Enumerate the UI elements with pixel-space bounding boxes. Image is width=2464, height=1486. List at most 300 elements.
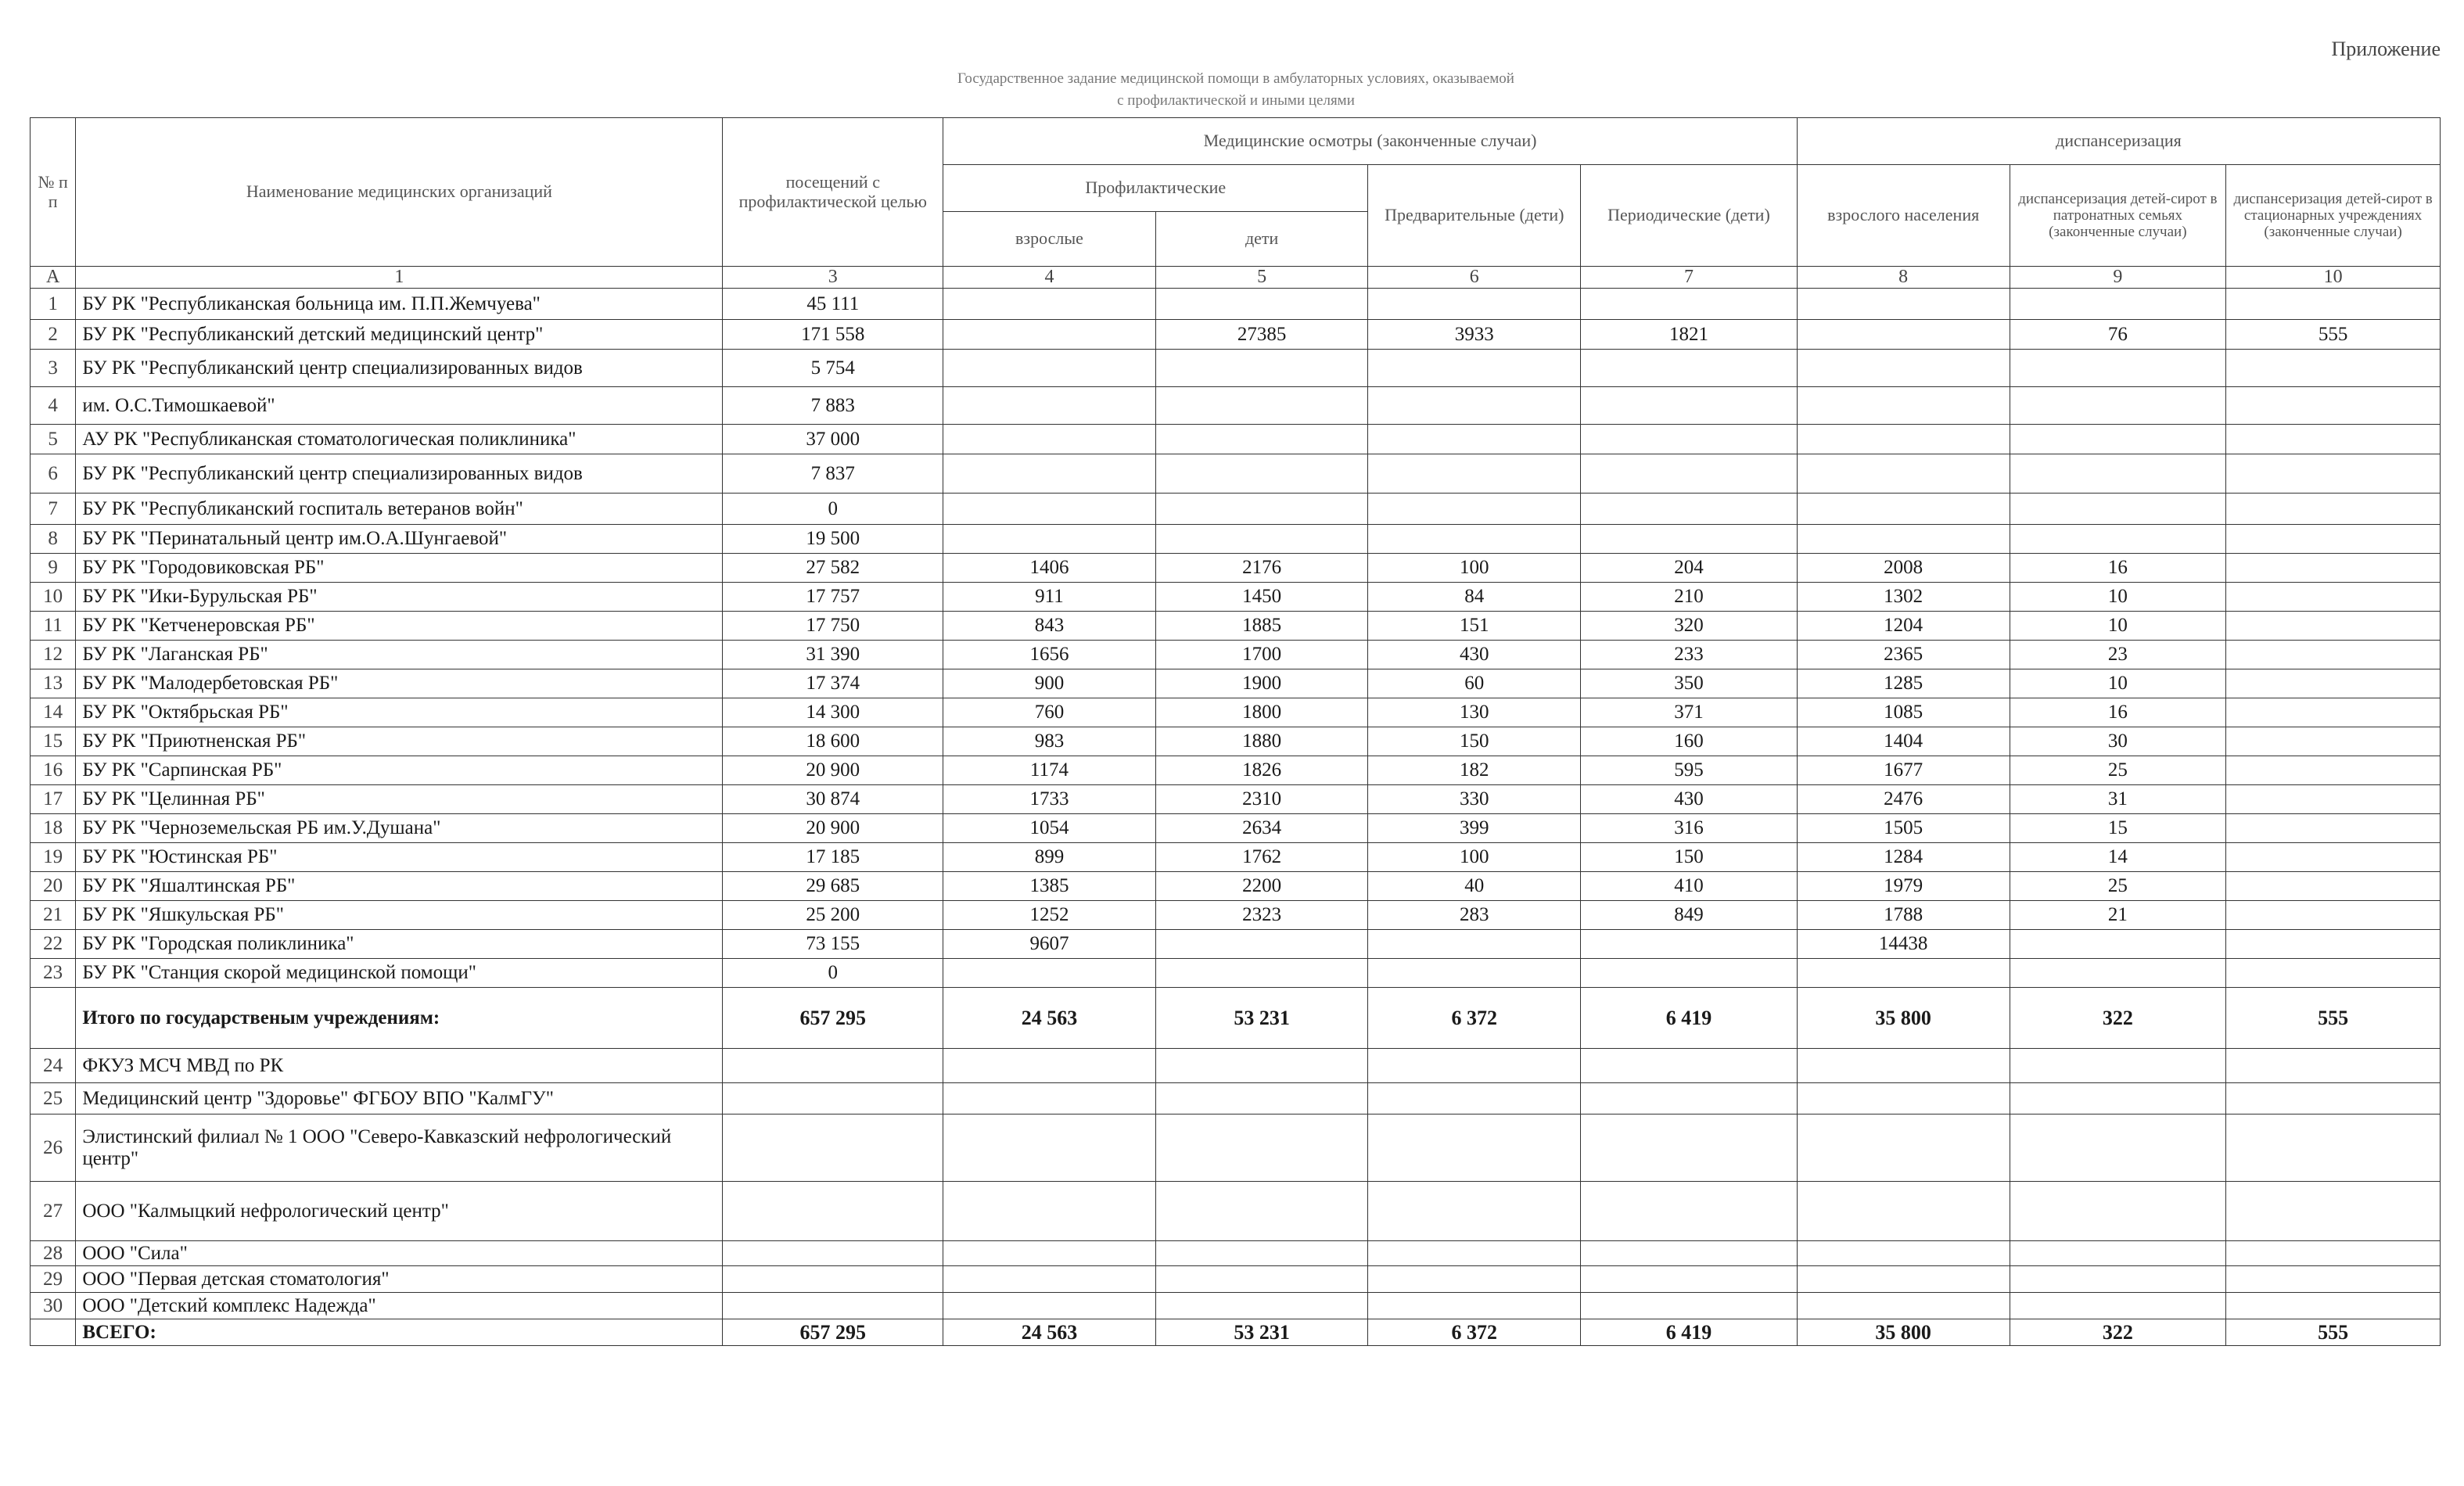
value-cell: 320 <box>1581 612 1798 641</box>
value-cell: 1900 <box>1155 669 1368 698</box>
header-adults: взрослые <box>943 212 1156 267</box>
value-cell <box>2226 525 2441 554</box>
value-cell <box>943 1049 1156 1083</box>
value-cell: 1656 <box>943 641 1156 669</box>
row-number: 5 <box>31 425 76 454</box>
value-cell <box>2226 698 2441 727</box>
value-cell: 20 900 <box>723 814 943 843</box>
value-cell: 7 837 <box>723 454 943 494</box>
value-cell <box>1797 1083 2010 1114</box>
value-cell: 150 <box>1368 727 1581 756</box>
value-cell <box>1797 959 2010 988</box>
value-cell: 1821 <box>1581 320 1798 350</box>
value-cell <box>2226 756 2441 785</box>
value-cell <box>1581 959 1798 988</box>
row-number: 10 <box>31 583 76 612</box>
organization-name: БУ РК "Малодербетовская РБ" <box>76 669 723 698</box>
value-cell <box>1155 930 1368 959</box>
value-cell: 0 <box>723 959 943 988</box>
value-cell <box>2226 814 2441 843</box>
appendix-label: Приложение <box>2331 38 2441 60</box>
value-cell: 7 883 <box>723 387 943 425</box>
organization-name: им. О.С.Тимошкаевой" <box>76 387 723 425</box>
value-cell: 900 <box>943 669 1156 698</box>
row-number: 22 <box>31 930 76 959</box>
organization-name: Элистинский филиал № 1 ООО "Северо-Кавказский нефрологический центр" <box>76 1114 723 1182</box>
header-orphans-inpatient: диспансеризация детей-сирот в стационарных учреждениях (законченные случаи) <box>2226 165 2441 267</box>
table-row <box>31 988 2441 1049</box>
column-index-cell: 4 <box>943 267 1156 289</box>
value-cell: 15 <box>2010 814 2226 843</box>
value-cell: 5 754 <box>723 350 943 387</box>
row-number: 24 <box>31 1049 76 1083</box>
value-cell: 760 <box>943 698 1156 727</box>
value-cell: 10 <box>2010 669 2226 698</box>
row-number: 6 <box>31 454 76 494</box>
value-cell <box>1581 387 1798 425</box>
header-preventive: Профилактические <box>943 165 1368 212</box>
value-cell <box>1368 289 1581 320</box>
value-cell: 210 <box>1581 583 1798 612</box>
value-cell <box>1368 425 1581 454</box>
value-cell: 204 <box>1581 554 1798 583</box>
organization-name: БУ РК "Ики-Бурульская РБ" <box>76 583 723 612</box>
value-cell <box>943 1293 1156 1319</box>
value-cell <box>2010 1293 2226 1319</box>
value-cell: 37 000 <box>723 425 943 454</box>
value-cell: 25 200 <box>723 901 943 930</box>
organization-name: БУ РК "Целинная РБ" <box>76 785 723 814</box>
table-row <box>31 669 2441 698</box>
value-cell: 911 <box>943 583 1156 612</box>
value-cell: 1826 <box>1155 756 1368 785</box>
table-row <box>31 525 2441 554</box>
organization-name: БУ РК "Перинатальный центр им.О.А.Шунгаевой" <box>76 525 723 554</box>
value-cell <box>2226 1293 2441 1319</box>
value-cell: 25 <box>2010 756 2226 785</box>
value-cell <box>723 1241 943 1266</box>
row-number: 8 <box>31 525 76 554</box>
value-cell: 14 <box>2010 843 2226 872</box>
header-orphans-family: диспансеризация детей-сирот в патронатных семьях (законченные случаи) <box>2010 165 2226 267</box>
header-adult-population: взрослого населения <box>1797 165 2010 267</box>
table-row <box>31 554 2441 583</box>
table-row <box>31 425 2441 454</box>
value-cell <box>2010 1114 2226 1182</box>
row-number: 11 <box>31 612 76 641</box>
value-cell <box>1368 1114 1581 1182</box>
table-row <box>31 1083 2441 1114</box>
table-row <box>31 1319 2441 1346</box>
value-cell: 6 419 <box>1581 988 1798 1049</box>
value-cell: 1302 <box>1797 583 2010 612</box>
value-cell <box>1155 1241 1368 1266</box>
table-row <box>31 698 2441 727</box>
value-cell: 17 750 <box>723 612 943 641</box>
table-row <box>31 350 2441 387</box>
table-row <box>31 727 2441 756</box>
value-cell: 31 <box>2010 785 2226 814</box>
table-row <box>31 901 2441 930</box>
row-number: 28 <box>31 1241 76 1266</box>
organization-name: БУ РК "Яшалтинская РБ" <box>76 872 723 901</box>
organization-name: АУ РК "Республиканская стоматологическая поликлиника" <box>76 425 723 454</box>
organization-name: ООО "Детский комплекс Надежда" <box>76 1293 723 1319</box>
value-cell <box>1797 1182 2010 1241</box>
value-cell: 3933 <box>1368 320 1581 350</box>
value-cell <box>1797 494 2010 525</box>
value-cell: 10 <box>2010 583 2226 612</box>
value-cell <box>1155 289 1368 320</box>
value-cell <box>723 1182 943 1241</box>
value-cell <box>2226 612 2441 641</box>
value-cell <box>1368 350 1581 387</box>
column-index-cell: 3 <box>723 267 943 289</box>
value-cell: 371 <box>1581 698 1798 727</box>
value-cell <box>2226 454 2441 494</box>
value-cell <box>1797 1241 2010 1266</box>
row-number: 17 <box>31 785 76 814</box>
value-cell <box>1581 1083 1798 1114</box>
table-row <box>31 959 2441 988</box>
value-cell: 100 <box>1368 843 1581 872</box>
row-number: 2 <box>31 320 76 350</box>
row-number: 13 <box>31 669 76 698</box>
value-cell <box>1368 1182 1581 1241</box>
table-row <box>31 612 2441 641</box>
value-cell <box>2010 525 2226 554</box>
value-cell: 843 <box>943 612 1156 641</box>
value-cell <box>1155 387 1368 425</box>
value-cell: 23 <box>2010 641 2226 669</box>
organization-name: Медицинский центр "Здоровье" ФГБОУ ВПО "КалмГУ" <box>76 1083 723 1114</box>
row-number: 26 <box>31 1114 76 1182</box>
value-cell <box>1368 494 1581 525</box>
organization-name: БУ РК "Октябрьская РБ" <box>76 698 723 727</box>
value-cell <box>1797 1293 2010 1319</box>
value-cell: 20 900 <box>723 756 943 785</box>
value-cell: 555 <box>2226 988 2441 1049</box>
value-cell: 555 <box>2226 1319 2441 1346</box>
value-cell: 9607 <box>943 930 1156 959</box>
value-cell <box>2226 1083 2441 1114</box>
value-cell: 45 111 <box>723 289 943 320</box>
value-cell: 1880 <box>1155 727 1368 756</box>
value-cell <box>2226 959 2441 988</box>
value-cell <box>2226 1266 2441 1293</box>
column-index-row <box>31 267 2441 289</box>
organization-name: БУ РК "Республиканская больница им. П.П.Жемчуева" <box>76 289 723 320</box>
value-cell: 182 <box>1368 756 1581 785</box>
row-number: 23 <box>31 959 76 988</box>
value-cell: 849 <box>1581 901 1798 930</box>
value-cell: 1174 <box>943 756 1156 785</box>
value-cell <box>2226 930 2441 959</box>
header-medical-exams: Медицинские осмотры (законченные случаи) <box>943 118 1798 165</box>
value-cell: 31 390 <box>723 641 943 669</box>
value-cell <box>943 289 1156 320</box>
value-cell: 283 <box>1368 901 1581 930</box>
table-row <box>31 494 2441 525</box>
value-cell <box>943 1083 1156 1114</box>
value-cell <box>943 454 1156 494</box>
value-cell: 151 <box>1368 612 1581 641</box>
value-cell: 1285 <box>1797 669 2010 698</box>
value-cell: 84 <box>1368 583 1581 612</box>
value-cell <box>2226 1049 2441 1083</box>
value-cell <box>723 1266 943 1293</box>
value-cell: 17 757 <box>723 583 943 612</box>
row-number <box>31 1319 76 1346</box>
value-cell: 1450 <box>1155 583 1368 612</box>
value-cell <box>1581 454 1798 494</box>
table-row <box>31 387 2441 425</box>
value-cell <box>1155 1293 1368 1319</box>
organization-name: БУ РК "Сарпинская РБ" <box>76 756 723 785</box>
value-cell <box>2226 785 2441 814</box>
value-cell <box>2010 930 2226 959</box>
value-cell <box>1797 1049 2010 1083</box>
column-index-cell: 6 <box>1368 267 1581 289</box>
row-number: 12 <box>31 641 76 669</box>
value-cell: 1054 <box>943 814 1156 843</box>
value-cell: 322 <box>2010 988 2226 1049</box>
header-name: Наименование медицинских организаций <box>76 118 723 267</box>
value-cell: 410 <box>1581 872 1798 901</box>
value-cell <box>2226 425 2441 454</box>
value-cell <box>723 1293 943 1319</box>
value-cell <box>943 959 1156 988</box>
value-cell <box>1581 525 1798 554</box>
value-cell: 160 <box>1581 727 1798 756</box>
value-cell <box>1155 494 1368 525</box>
value-cell <box>2010 387 2226 425</box>
value-cell <box>2010 959 2226 988</box>
table-row <box>31 641 2441 669</box>
header-preliminary: Предварительные (дети) <box>1368 165 1581 267</box>
value-cell <box>1368 1293 1581 1319</box>
value-cell: 130 <box>1368 698 1581 727</box>
organization-name: ФКУЗ МСЧ МВД по РК <box>76 1049 723 1083</box>
value-cell <box>2010 1182 2226 1241</box>
organization-name: ООО "Первая детская стоматология" <box>76 1266 723 1293</box>
value-cell <box>1581 1049 1798 1083</box>
value-cell: 35 800 <box>1797 988 2010 1049</box>
value-cell <box>1155 454 1368 494</box>
organization-name: БУ РК "Приютненская РБ" <box>76 727 723 756</box>
row-number: 14 <box>31 698 76 727</box>
row-number: 1 <box>31 289 76 320</box>
value-cell <box>943 1241 1156 1266</box>
value-cell <box>1581 1241 1798 1266</box>
value-cell: 30 <box>2010 727 2226 756</box>
value-cell: 1677 <box>1797 756 2010 785</box>
value-cell: 53 231 <box>1155 988 1368 1049</box>
value-cell: 595 <box>1581 756 1798 785</box>
value-cell: 899 <box>943 843 1156 872</box>
value-cell <box>1797 1114 2010 1182</box>
value-cell: 60 <box>1368 669 1581 698</box>
row-number: 7 <box>31 494 76 525</box>
row-number: 21 <box>31 901 76 930</box>
organization-name: БУ РК "Городская поликлиника" <box>76 930 723 959</box>
value-cell: 16 <box>2010 554 2226 583</box>
value-cell <box>1581 1266 1798 1293</box>
value-cell: 1979 <box>1797 872 2010 901</box>
value-cell: 1762 <box>1155 843 1368 872</box>
value-cell: 1505 <box>1797 814 2010 843</box>
value-cell <box>2226 641 2441 669</box>
table-row <box>31 1241 2441 1266</box>
organization-name: БУ РК "Республиканский центр специализированных видов <box>76 350 723 387</box>
value-cell: 1385 <box>943 872 1156 901</box>
value-cell <box>2226 554 2441 583</box>
value-cell: 25 <box>2010 872 2226 901</box>
organization-name: ВСЕГО: <box>76 1319 723 1346</box>
value-cell <box>1368 1049 1581 1083</box>
value-cell <box>1581 350 1798 387</box>
value-cell: 657 295 <box>723 988 943 1049</box>
value-cell: 21 <box>2010 901 2226 930</box>
table-row <box>31 843 2441 872</box>
value-cell <box>1368 525 1581 554</box>
value-cell: 6 372 <box>1368 988 1581 1049</box>
table-row <box>31 814 2441 843</box>
value-cell: 0 <box>723 494 943 525</box>
organization-name: БУ РК "Юстинская РБ" <box>76 843 723 872</box>
value-cell <box>2010 1241 2226 1266</box>
value-cell: 2323 <box>1155 901 1368 930</box>
table-row <box>31 1182 2441 1241</box>
value-cell <box>1368 930 1581 959</box>
value-cell <box>2010 1266 2226 1293</box>
value-cell: 16 <box>2010 698 2226 727</box>
value-cell <box>1797 350 2010 387</box>
value-cell <box>2226 289 2441 320</box>
value-cell: 6 372 <box>1368 1319 1581 1346</box>
value-cell: 30 874 <box>723 785 943 814</box>
value-cell <box>1581 1114 1798 1182</box>
value-cell: 40 <box>1368 872 1581 901</box>
value-cell <box>1797 525 2010 554</box>
value-cell: 73 155 <box>723 930 943 959</box>
value-cell: 1885 <box>1155 612 1368 641</box>
value-cell: 330 <box>1368 785 1581 814</box>
value-cell <box>2226 1182 2441 1241</box>
value-cell: 6 419 <box>1581 1319 1798 1346</box>
value-cell: 350 <box>1581 669 1798 698</box>
value-cell: 1700 <box>1155 641 1368 669</box>
value-cell <box>1581 1293 1798 1319</box>
row-number: 3 <box>31 350 76 387</box>
value-cell: 2634 <box>1155 814 1368 843</box>
value-cell <box>1797 1266 2010 1293</box>
value-cell <box>943 425 1156 454</box>
header-row <box>31 118 2441 165</box>
value-cell <box>1797 387 2010 425</box>
value-cell: 171 558 <box>723 320 943 350</box>
value-cell: 233 <box>1581 641 1798 669</box>
value-cell <box>2010 454 2226 494</box>
row-number: 15 <box>31 727 76 756</box>
value-cell <box>1581 425 1798 454</box>
row-number: 27 <box>31 1182 76 1241</box>
value-cell <box>1155 350 1368 387</box>
value-cell: 1085 <box>1797 698 2010 727</box>
value-cell <box>1155 959 1368 988</box>
table-row <box>31 872 2441 901</box>
header-children: дети <box>1155 212 1368 267</box>
value-cell <box>943 1266 1156 1293</box>
table-row <box>31 1114 2441 1182</box>
value-cell: 2176 <box>1155 554 1368 583</box>
organization-name: ООО "Сила" <box>76 1241 723 1266</box>
table-row <box>31 1266 2441 1293</box>
row-number: 20 <box>31 872 76 901</box>
row-number: 9 <box>31 554 76 583</box>
value-cell: 14 300 <box>723 698 943 727</box>
value-cell <box>1581 289 1798 320</box>
value-cell <box>1797 425 2010 454</box>
organization-name: БУ РК "Черноземельская РБ им.У.Душана" <box>76 814 723 843</box>
row-number: 16 <box>31 756 76 785</box>
header-dispensary: диспансеризация <box>1797 118 2440 165</box>
header-visits: посещений с профилактической целью <box>723 118 943 267</box>
value-cell <box>943 387 1156 425</box>
value-cell <box>2010 1083 2226 1114</box>
value-cell: 14438 <box>1797 930 2010 959</box>
row-number: 19 <box>31 843 76 872</box>
table-row <box>31 756 2441 785</box>
value-cell: 24 563 <box>943 988 1156 1049</box>
value-cell: 322 <box>2010 1319 2226 1346</box>
column-index-cell: 10 <box>2226 267 2441 289</box>
value-cell <box>1368 1241 1581 1266</box>
value-cell <box>2226 727 2441 756</box>
value-cell <box>2226 843 2441 872</box>
column-index-cell: А <box>31 267 76 289</box>
value-cell <box>1368 959 1581 988</box>
value-cell: 1284 <box>1797 843 2010 872</box>
table-row <box>31 785 2441 814</box>
value-cell: 2310 <box>1155 785 1368 814</box>
value-cell: 53 231 <box>1155 1319 1368 1346</box>
table-row <box>31 1293 2441 1319</box>
value-cell <box>1581 494 1798 525</box>
value-cell: 150 <box>1581 843 1798 872</box>
value-cell: 29 685 <box>723 872 943 901</box>
table-body <box>31 118 2441 1346</box>
value-cell <box>1155 1083 1368 1114</box>
value-cell <box>1155 1049 1368 1083</box>
value-cell <box>723 1049 943 1083</box>
value-cell: 1204 <box>1797 612 2010 641</box>
document-title-line1: Государственное задание медицинской помощи в амбулаторных условиях, оказываемой <box>957 70 1514 87</box>
table-row <box>31 1049 2441 1083</box>
value-cell <box>2010 494 2226 525</box>
value-cell <box>1368 387 1581 425</box>
value-cell <box>943 1114 1156 1182</box>
row-number: 30 <box>31 1293 76 1319</box>
organization-name: БУ РК "Республиканский детский медицинский центр" <box>76 320 723 350</box>
value-cell <box>943 320 1156 350</box>
value-cell: 2476 <box>1797 785 2010 814</box>
value-cell <box>2226 1114 2441 1182</box>
value-cell <box>2010 1049 2226 1083</box>
value-cell <box>1155 425 1368 454</box>
table-row <box>31 289 2441 320</box>
value-cell: 2008 <box>1797 554 2010 583</box>
